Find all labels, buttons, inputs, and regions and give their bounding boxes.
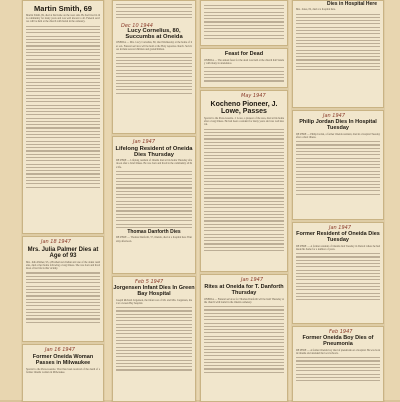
article-text: Special to the Press-Gazette. Word has been received of the death of a former Oneida woman in Milwaukee.: [26, 367, 100, 374]
clipping-kocheno-pioneer: [200, 90, 288, 272]
clipping-philip-jordan: [292, 110, 384, 220]
article-body-lines: [204, 67, 284, 81]
article-text: Mrs. Julia Palmer, 93, a Brothertown Indian and one of the oldest residents, died at her home following a long illness. She was born and lived most of her life in this vicinity.: [26, 260, 100, 271]
date-stamp: Feb 5 1947: [135, 279, 164, 285]
article-text: DE PERE — Philip Jordan, a former Oneida resident, died in a hospital Tuesday after a short illness.: [296, 132, 380, 139]
article-text: ONEIDA — Mrs. Lucy Cornelius, 80, died Wednesday at the home of her son. Funeral services will be held at the Holy Apostles church. Survivors include several children and grandchildren.: [116, 41, 192, 51]
clipping-martin-smith: [22, 0, 104, 234]
article-body-lines: [204, 5, 284, 39]
headline-martin-smith: Martin Smith, 69: [34, 4, 92, 13]
article-text: DE PERE — Thomas Danforth, 57, Oneida, died at a hospital here Thursday afternoon.: [116, 236, 192, 243]
article-body-lines: [116, 53, 192, 93]
clipping-former-resident: [292, 222, 384, 324]
clipping-top-right: [292, 0, 384, 108]
clipping-lifelong-resident: [112, 136, 196, 274]
date-stamp: Jan 1947: [241, 277, 264, 283]
headline-jorgensen-infant: Jorgensen Infant Dies In Green Bay Hospital: [113, 285, 195, 297]
article-body-lines: [116, 307, 192, 370]
headline-kocheno-pioneer: Kocheno Pioneer, J. Lowe, Passes: [210, 101, 278, 116]
article-text: DE PERE — Lifelong resident of Oneida died at his home Thursday afternoon after a brief illness. He was born and lived in the community all his life.: [116, 159, 192, 169]
clipping-feast-for-dead: [200, 48, 288, 88]
headline-top-right: Dies in Hospital Here: [326, 1, 377, 7]
article-body-lines: [204, 306, 284, 373]
article-body-lines: [204, 129, 284, 252]
clipping-jorgensen-infant: [112, 276, 196, 402]
headline-lifelong-resident: Lifelong Resident of Oneida Dies Thursday: [115, 146, 193, 159]
headline-former-resident: Former Resident of Oneida Dies Tuesday: [296, 231, 380, 243]
clipping-lucy-cornelius: [112, 0, 196, 134]
clipping-former-oneida-woman: [22, 344, 104, 402]
date-stamp: Dec 10 1944: [121, 23, 153, 29]
clipping-top-middle: [200, 0, 288, 46]
article-text: ONEIDA — Funeral services for Thomas Danforth will be held Thursday at the church with burial in the Oneida cemetery.: [204, 297, 284, 304]
headline-former-oneida-woman: Former Oneida Woman Passes in Milwaukee: [32, 354, 94, 366]
clipping-former-oneida-boy: [292, 326, 384, 402]
article-text: DE PERE — A former resident of Oneida died Tuesday in Detroit where he had made his home for a number of years.: [296, 244, 380, 251]
article-body-lines: [26, 26, 100, 188]
date-stamp: Jan 1947: [133, 139, 156, 145]
date-stamp: Feb 1947: [329, 329, 353, 335]
article-text: DE PERE — A former Oneida boy died of pneumonia at a hospital. He was born in Oneida and attended the local schools.: [296, 348, 380, 355]
article-body-lines: [296, 253, 380, 300]
headline-thomas-danforth: Thomas Danforth Dies: [127, 229, 181, 236]
article-body-lines: [296, 357, 380, 381]
article-text: Joseph Richard Jorgensen, the infant son of Mr. and Mrs. Jorgensen, died at a Green Bay hospital.: [116, 298, 192, 305]
headline-lucy-cornelius: Lucy Cornelius, 80, Succumbs at Oneida: [125, 28, 183, 41]
article-text: Mrs. Jones, 82, died at a hospital here.: [296, 8, 336, 12]
date-stamp: Jan 16 1947: [45, 347, 75, 353]
article-body-lines: [116, 171, 192, 228]
article-text: Martin Smith, 69, died at his home on the west side. He had lived in this community for many years and was well known to all. Funeral services will be held at the church with burial in the cemetery.: [26, 13, 100, 24]
headline-julia-palmer: Mrs. Julia Palmer Dies at Age of 93: [27, 247, 99, 260]
article-body-lines: [296, 141, 380, 195]
article-body-lines: [296, 14, 380, 71]
clipping-rites-danforth: [200, 274, 288, 402]
article-body-lines: [116, 4, 192, 18]
clipping-julia-palmer: [22, 236, 104, 342]
headline-rites-danforth: Rites at Oneida for T. Danforth Thursday: [204, 284, 284, 296]
headline-feast-for-dead: Feast for Dead: [224, 51, 264, 57]
date-stamp: Jan 18 1947: [41, 239, 71, 245]
headline-former-oneida-boy: Former Oneida Boy Dies of Pneumonia: [302, 335, 374, 347]
date-stamp: Jan 1947: [323, 113, 346, 119]
date-stamp: May 1947: [241, 93, 266, 99]
article-body-lines: [26, 272, 100, 322]
article-text: ONEIDA — The annual feast for the dead was held at the church hall Sunday with many in attendance.: [204, 58, 284, 66]
article-text: Special to the Press-Gazette. J. Lowe, a pioneer of the area, died at his home after a long illness. He had been a resident for many years and was well known.: [204, 116, 284, 127]
date-stamp: Jan 1947: [329, 225, 352, 231]
headline-philip-jordan: Philip Jordan Dies In Hospital Tuesday: [299, 119, 377, 131]
